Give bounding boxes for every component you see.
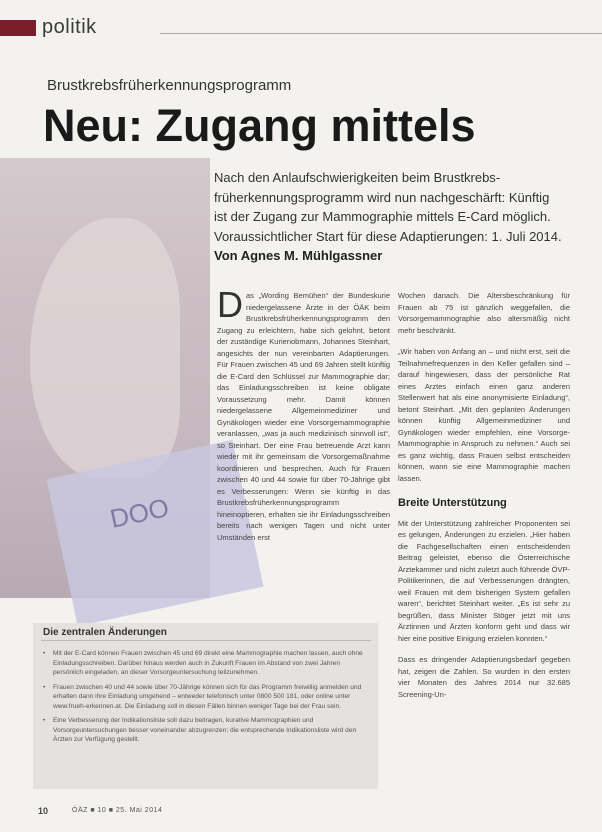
body-paragraph: „Wir haben von Anfang an – und nicht erst, seit die Teilnahmefrequenzen in den Keller gefallen sind – darauf hingewiesen, dass der persönliche Rat eines Arztes einfach einen ganz anderen Stellenwert hat als eine anonymisierte Einladung“, betont Steinhart. „Mit den geplanten Änderungen können künftig Allgemeinmediziner und Gynäkologen wieder empfehlen, eine Vorsorge-Mammographie in Anspruch zu nehmen.“ Auch sei es ganz wichtig, dass Frauen selbst entscheiden können, wann sie eine Mammographie machen lassen. [398, 347, 570, 483]
photo-paper-text: DOO [107, 492, 172, 534]
lead-paragraph [214, 168, 564, 266]
list-item: • Eine Verbesserung der Indikationsliste soll dazu beitragen, kurative Mammographien und Vorsorgeuntersuchungen besser voneinander abzugrenzen; die entsprechende Indikationsliste wird den Ärzten zur Verfügung gestellt. [43, 716, 368, 745]
page-number: 10 [38, 806, 49, 816]
lead-text: Nach den Anlaufschwierigkeiten beim Brustkrebsfrüherkennungsprogramm wird nun nachgeschärft: Künftig ist der Zugang zur Mammographie mittels E-Card möglich. Voraussichtlicher Start für diese Adaptierungen: 1. Juli 2014. [214, 170, 562, 244]
body-paragraph: as „Wording Bemühen“ der Bundeskurie niedergelassene Ärzte in der ÖÄK beim Brustkrebsfrüherkennungsprogramm den Zugang zu erleichtern, habe sich gelohnt, betont der zuständige Kurienobmann, Johannes Steinhart, angesichts der nun vereinbarten Adaptierungen. Für Frauen zwischen 45 und 69 Jahren stellt künftig die E-Card den Schlüssel zur Mammographie dar; das Einladungsschreiben ist keine obligate Voraussetzung mehr. Damit können niedergelassene Allgemeinmediziner und Gynäkologen wieder eine Vorsorgemammographie veranlassen, „was ja auch medizinisch sinnvoll ist“, so Steinhart. Der eine Frau betreuende Arzt kann wieder mit ihr gemeinsam die Vorsorgemaßnahme koordinieren und besprechen. Auch für Frauen zwischen 40 und 44 sowie für über 70-Jährige gibt es Verbesserungen: Wenn sie künftig in das Brustkrebsfrüherkennungsprogramm hineinoptieren, erhalten sie ihr Einladungsschreiben bereits nach wenigen Tagen und nicht unter Umständen erst [217, 291, 390, 542]
article-photo [0, 158, 210, 598]
body-paragraph: Mit der Unterstützung zahlreicher Proponenten sei es gelungen, Änderungen zu erzielen. „Hier haben die Fachgesellschaften einen entscheidenden Beitrag geleistet, ebenso die Österreichische Ärztekammer und nicht zuletzt auch führende ÖVP-Politikerinnen, die auf Verbesserungen drängten, weil Frauen mit dem bisherigen System gefallen waren“, berichtet Steinhart weiter. „Es ist sehr zu begrüßen, dass Minister Stöger jetzt mit uns Ärztinnen und Ärzten konform geht und dass wir hier eine positive Einigung erzielen konnten.“ [398, 518, 570, 643]
info-box-title: Die zentralen Änderungen [43, 627, 167, 638]
section-label: politik [42, 16, 97, 38]
author-byline: Von Agnes M. Mühlgassner [214, 248, 383, 263]
body-paragraph: Dass es dringender Adaptierungsbedarf gegeben hat, zeigen die Zahlen. So wurden in den ersten vier Monaten des Jahres 2014 nur 32.685 Screening-Un- [398, 655, 570, 699]
photo-figure [30, 218, 180, 478]
info-box-divider [41, 640, 371, 641]
section-color-tab [0, 20, 36, 36]
body-column-1 [217, 284, 390, 553]
drop-cap: D [217, 284, 243, 325]
section-divider [160, 33, 602, 34]
list-item: • Frauen zwischen 40 und 44 sowie über 70-Jährige können sich für das Programm freiwillig anmelden und erhalten dann ihre Einladung umgehend – entweder telefonisch unter 0800 500 181, oder online unter www.frueh-erkennen.at. Die Einladung soll in diesen Fällen binnen weniger Tage bei der Frau sein. [43, 683, 368, 712]
info-box [33, 623, 378, 789]
section-header [0, 0, 602, 44]
info-box-list [43, 649, 368, 750]
headline: Neu: Zugang mittels [43, 100, 476, 151]
body-column-2 [398, 290, 570, 710]
subheading: Breite Unterstützung [398, 497, 507, 509]
kicker: Brustkrebsfrüherkennungsprogramm [47, 77, 292, 94]
list-item: • Mit der E-Card können Frauen zwischen 45 und 69 direkt eine Mammographie machen lassen, auch ohne Einladungsschreiben. Darüber hinaus werden auch in Zukunft Frauen im Abstand von zwei Jahren persönlich eingeladen, an dieser Vorsorgeuntersuchung teilzunehmen. [43, 649, 368, 678]
issue-info: ÖÄZ ■ 10 ■ 25. Mai 2014 [72, 807, 163, 814]
body-paragraph: Wochen danach. Die Altersbeschränkung für Frauen ab 75 ist gänzlich weggefallen, die Vorsorgemammographie also altersmäßig nicht mehr beschränkt. [398, 291, 570, 335]
